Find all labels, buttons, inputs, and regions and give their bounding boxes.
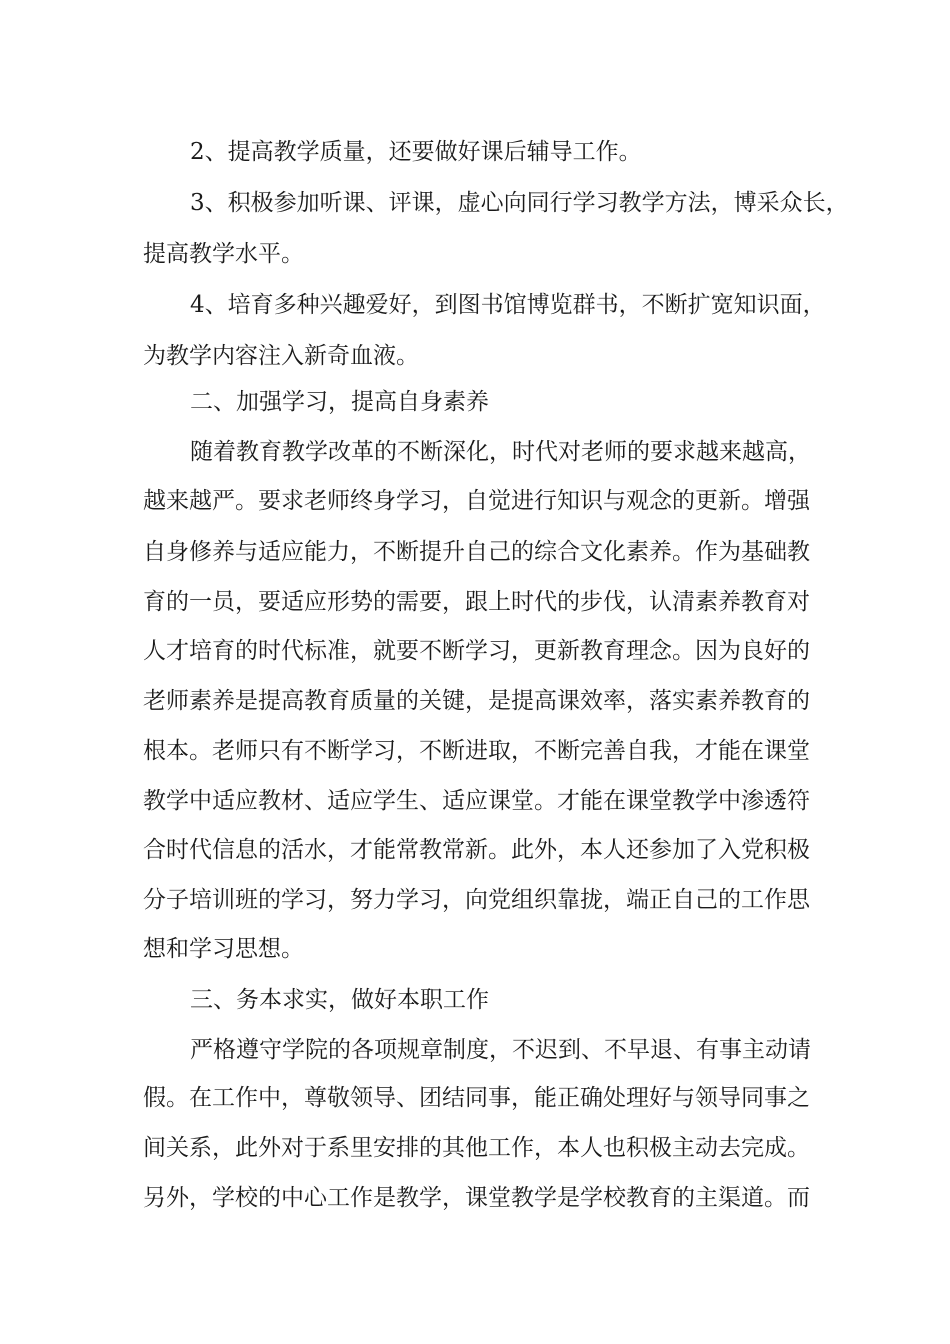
text-line: 4、培育多种兴趣爱好，到图书馆博览群书，不断扩宽知识面， [190, 292, 826, 318]
text-line: 为教学内容注入新奇血液。 [143, 343, 419, 369]
text-line: 另外，学校的中心工作是教学，课堂教学是学校教育的主渠道。而 [143, 1185, 810, 1211]
text-line: 假。在工作中，尊敬领导、团结同事，能正确处理好与领导同事之 [143, 1085, 810, 1111]
text-line: 2、提高教学质量，还要做好课后辅导工作。 [190, 139, 642, 165]
text-line: 提高教学水平。 [143, 241, 304, 267]
text-line: 育的一员，要适应形势的需要，跟上时代的步伐，认清素养教育对 [143, 589, 810, 615]
text-line: 3、积极参加听课、评课，虚心向同行学习教学方法，博采众长， [190, 190, 849, 216]
text-line: 想和学习思想。 [143, 936, 304, 962]
text-line: 分子培训班的学习，努力学习，向党组织靠拢，端正自己的工作思 [143, 887, 810, 913]
section-heading: 三、务本求实，做好本职工作 [190, 987, 489, 1013]
text-line: 随着教育教学改革的不断深化，时代对老师的要求越来越高， [190, 439, 811, 465]
text-line: 人才培育的时代标准，就要不断学习，更新教育理念。因为良好的 [143, 638, 810, 664]
text-line: 自身修养与适应能力，不断提升自己的综合文化素养。作为基础教 [143, 539, 810, 565]
text-line: 教学中适应教材、适应学生、适应课堂。才能在课堂教学中渗透符 [143, 788, 810, 814]
text-line: 越来越严。要求老师终身学习，自觉进行知识与观念的更新。增强 [143, 488, 810, 514]
text-line: 合时代信息的活水，才能常教常新。此外，本人还参加了入党积极 [143, 837, 810, 863]
text-line: 老师素养是提高教育质量的关键，是提高课效率，落实素养教育的 [143, 688, 810, 714]
text-line: 间关系，此外对于系里安排的其他工作，本人也积极主动去完成。 [143, 1135, 810, 1161]
section-heading: 二、加强学习，提高自身素养 [190, 389, 489, 415]
text-line: 根本。老师只有不断学习，不断进取，不断完善自我，才能在课堂 [143, 738, 810, 764]
text-line: 严格遵守学院的各项规章制度，不迟到、不早退、有事主动请 [190, 1037, 811, 1063]
